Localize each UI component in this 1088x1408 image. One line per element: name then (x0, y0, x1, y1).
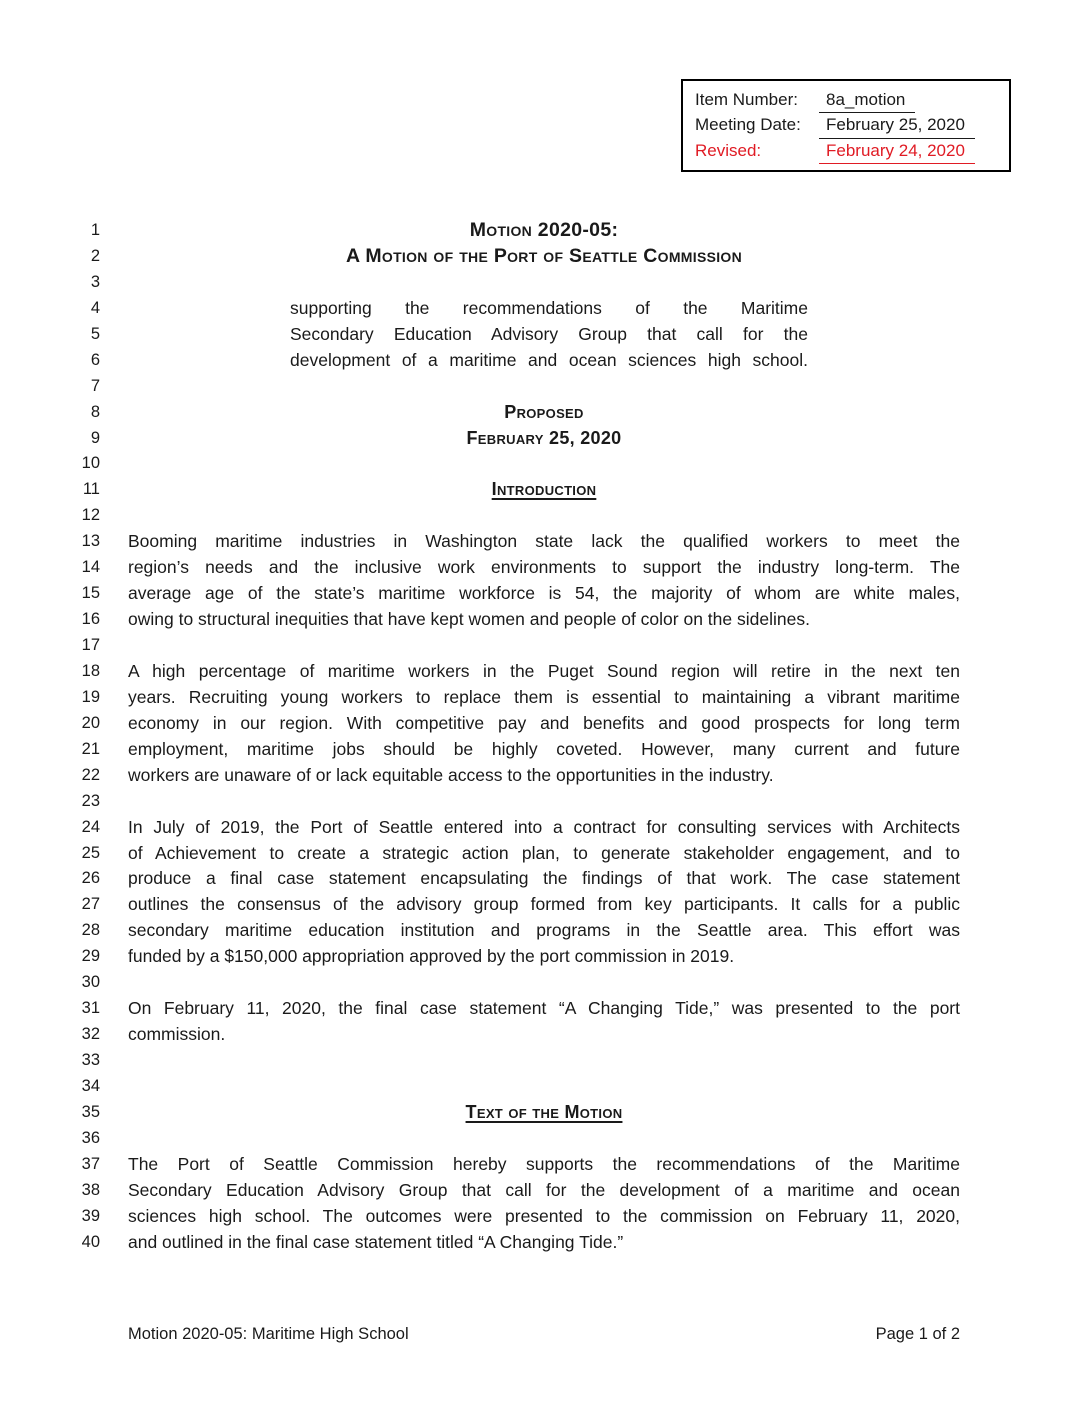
line-number: 9 (90, 428, 100, 447)
line-row (60, 841, 1020, 867)
line-text: The Port of Seattle Commission hereby supports the recommendations of the Maritime (128, 1153, 960, 1174)
line-number: 33 (81, 1051, 100, 1069)
line-text: and outlined in the final case statement titled “A Changing Tide.” (128, 1231, 624, 1252)
line-row (60, 1074, 1020, 1100)
line-text: A Motion of the Port of Seattle Commission (345, 244, 743, 267)
line-number: 37 (81, 1154, 100, 1173)
line-row (60, 763, 1020, 789)
line-text (128, 503, 960, 529)
revised-label: Revised: (695, 140, 762, 160)
line-row (60, 918, 1020, 944)
revised-value: February 24, 2020 (819, 139, 975, 164)
line-text (128, 789, 960, 815)
line-number: 12 (81, 506, 100, 525)
line-number: 40 (81, 1232, 100, 1251)
meeting-date-value: February 25, 2020 (819, 113, 975, 138)
line-number: 36 (81, 1128, 100, 1147)
line-row (60, 1100, 1020, 1126)
line-number: 38 (81, 1180, 100, 1199)
line-row (60, 529, 1020, 555)
document-lines (60, 218, 1020, 1256)
line-row (60, 607, 1020, 633)
line-text: development of a maritime and ocean sciences high school. (290, 349, 808, 370)
line-row (60, 426, 1020, 452)
line-row (60, 685, 1020, 711)
line-text (128, 970, 960, 996)
line-row (60, 451, 1020, 477)
line-row (60, 789, 1020, 815)
line-number: 11 (82, 480, 100, 499)
line-number: 10 (81, 454, 100, 473)
line-row (60, 1230, 1020, 1256)
line-text: outlines the consensus of the advisory group formed from key participants. It calls for a public (128, 894, 960, 915)
line-number: 31 (81, 999, 100, 1018)
line-row (60, 1152, 1020, 1178)
line-number: 30 (81, 973, 100, 992)
line-text (128, 1048, 960, 1074)
line-text: supporting the recommendations of the Maritime (290, 297, 808, 318)
line-row (60, 322, 1020, 348)
item-number-value: 8a_motion (819, 88, 915, 113)
line-row (60, 244, 1020, 270)
line-row (60, 866, 1020, 892)
line-row (60, 218, 1020, 244)
line-row (60, 711, 1020, 737)
line-number: 34 (81, 1076, 100, 1095)
line-text: workers are unaware of or lack equitable access to the opportunities in the industry. (128, 764, 774, 785)
line-text: produce a final case statement encapsulating the findings of that work. The case statement (128, 868, 960, 889)
line-number: 23 (81, 791, 100, 810)
line-text (128, 633, 960, 659)
line-text (128, 1126, 960, 1152)
footer-page-number: Page 1 of 2 (875, 1325, 960, 1343)
line-number: 4 (90, 298, 100, 317)
line-number: 16 (81, 610, 100, 629)
line-number: 2 (90, 246, 100, 265)
line-row (60, 400, 1020, 426)
item-info-box (681, 79, 1011, 172)
line-row (60, 892, 1020, 918)
line-row (60, 1048, 1020, 1074)
line-number: 14 (81, 558, 100, 577)
line-text: Motion 2020-05: (469, 219, 619, 241)
line-row (60, 944, 1020, 970)
line-number: 32 (81, 1025, 100, 1044)
line-number: 5 (90, 324, 100, 343)
line-number: 27 (81, 895, 100, 914)
line-number: 17 (81, 636, 100, 654)
line-number: 15 (81, 584, 100, 603)
line-row (60, 296, 1020, 322)
line-number: 29 (81, 947, 100, 966)
line-number: 28 (81, 921, 100, 940)
line-row (60, 1204, 1020, 1230)
line-row (60, 477, 1020, 503)
line-text: region’s needs and the inclusive work environments to support the industry long-term. The (128, 557, 960, 578)
line-text (128, 374, 960, 400)
footer-document-title: Motion 2020-05: Maritime High School (128, 1325, 409, 1343)
line-row (60, 1022, 1020, 1048)
line-number: 6 (90, 350, 100, 369)
line-number: 3 (90, 272, 100, 291)
line-number: 1 (90, 221, 100, 239)
item-number-label: Item Number: (695, 90, 798, 109)
line-number: 19 (81, 687, 100, 706)
line-text: Secondary Education Advisory Group that call for the (290, 323, 808, 344)
line-row (60, 815, 1020, 841)
line-text (128, 451, 960, 477)
line-text: average age of the state’s maritime workforce is 54, the majority of whom are white males, (128, 583, 960, 604)
line-row (60, 1178, 1020, 1204)
line-number: 8 (90, 402, 100, 421)
line-text: of Achievement to create a strategic action plan, to generate stakeholder engagement, and to (128, 842, 960, 863)
line-text: secondary maritime education institution and programs in the Seattle area. This effort was (128, 920, 960, 941)
line-number: 25 (81, 843, 100, 862)
line-text: economy in our region. With competitive pay and benefits and good prospects for long term (128, 712, 960, 733)
line-text: Text of the Motion (465, 1101, 623, 1122)
line-row (60, 659, 1020, 685)
item-number-row (695, 88, 997, 113)
line-row (60, 348, 1020, 374)
line-number: 22 (81, 765, 100, 784)
line-text: February 25, 2020 (466, 427, 622, 448)
line-row (60, 996, 1020, 1022)
line-text: Secondary Education Advisory Group that call for the development of a maritime and ocean (128, 1179, 960, 1200)
line-row (60, 970, 1020, 996)
line-text: funded by a $150,000 appropriation approved by the port commission in 2019. (128, 946, 735, 967)
line-text: owing to structural inequities that have kept women and people of color on the sidelines. (128, 609, 810, 630)
line-number: 39 (81, 1206, 100, 1225)
line-number: 21 (81, 739, 100, 758)
line-text: Booming maritime industries in Washington state lack the qualified workers to meet the (128, 531, 960, 552)
line-number: 20 (81, 713, 100, 732)
line-text: employment, maritime jobs should be highly coveted. However, many current and future (128, 738, 960, 759)
line-number: 7 (90, 376, 100, 395)
line-text: On February 11, 2020, the final case statement “A Changing Tide,” was presented to the port (128, 998, 960, 1019)
line-row (60, 270, 1020, 296)
line-row (60, 737, 1020, 763)
meeting-date-row (695, 113, 997, 138)
line-text: Proposed (504, 401, 584, 422)
line-number: 13 (81, 532, 100, 551)
line-text: commission. (128, 1024, 226, 1045)
line-row (60, 503, 1020, 529)
line-number: 24 (81, 817, 100, 836)
meeting-date-label: Meeting Date: (695, 115, 801, 135)
line-row (60, 555, 1020, 581)
revised-date-row (695, 139, 997, 164)
line-text: sciences high school. The outcomes were presented to the commission on February 11, 2020, (128, 1205, 960, 1226)
line-text: In July of 2019, the Port of Seattle entered into a contract for consulting services with Architects (128, 816, 960, 837)
line-row (60, 633, 1020, 659)
line-text (128, 270, 960, 296)
line-number: 18 (81, 661, 100, 680)
line-text: years. Recruiting young workers to replace them is essential to maintaining a vibrant maritime (128, 686, 960, 707)
line-text: Introduction (491, 479, 597, 500)
line-row (60, 1126, 1020, 1152)
line-number: 26 (81, 869, 100, 888)
line-text: A high percentage of maritime workers in the Puget Sound region will retire in the next ten (128, 660, 960, 681)
line-number: 35 (81, 1102, 100, 1121)
line-row (60, 374, 1020, 400)
line-row (60, 581, 1020, 607)
page-footer (128, 1323, 960, 1345)
line-text (128, 1074, 960, 1100)
